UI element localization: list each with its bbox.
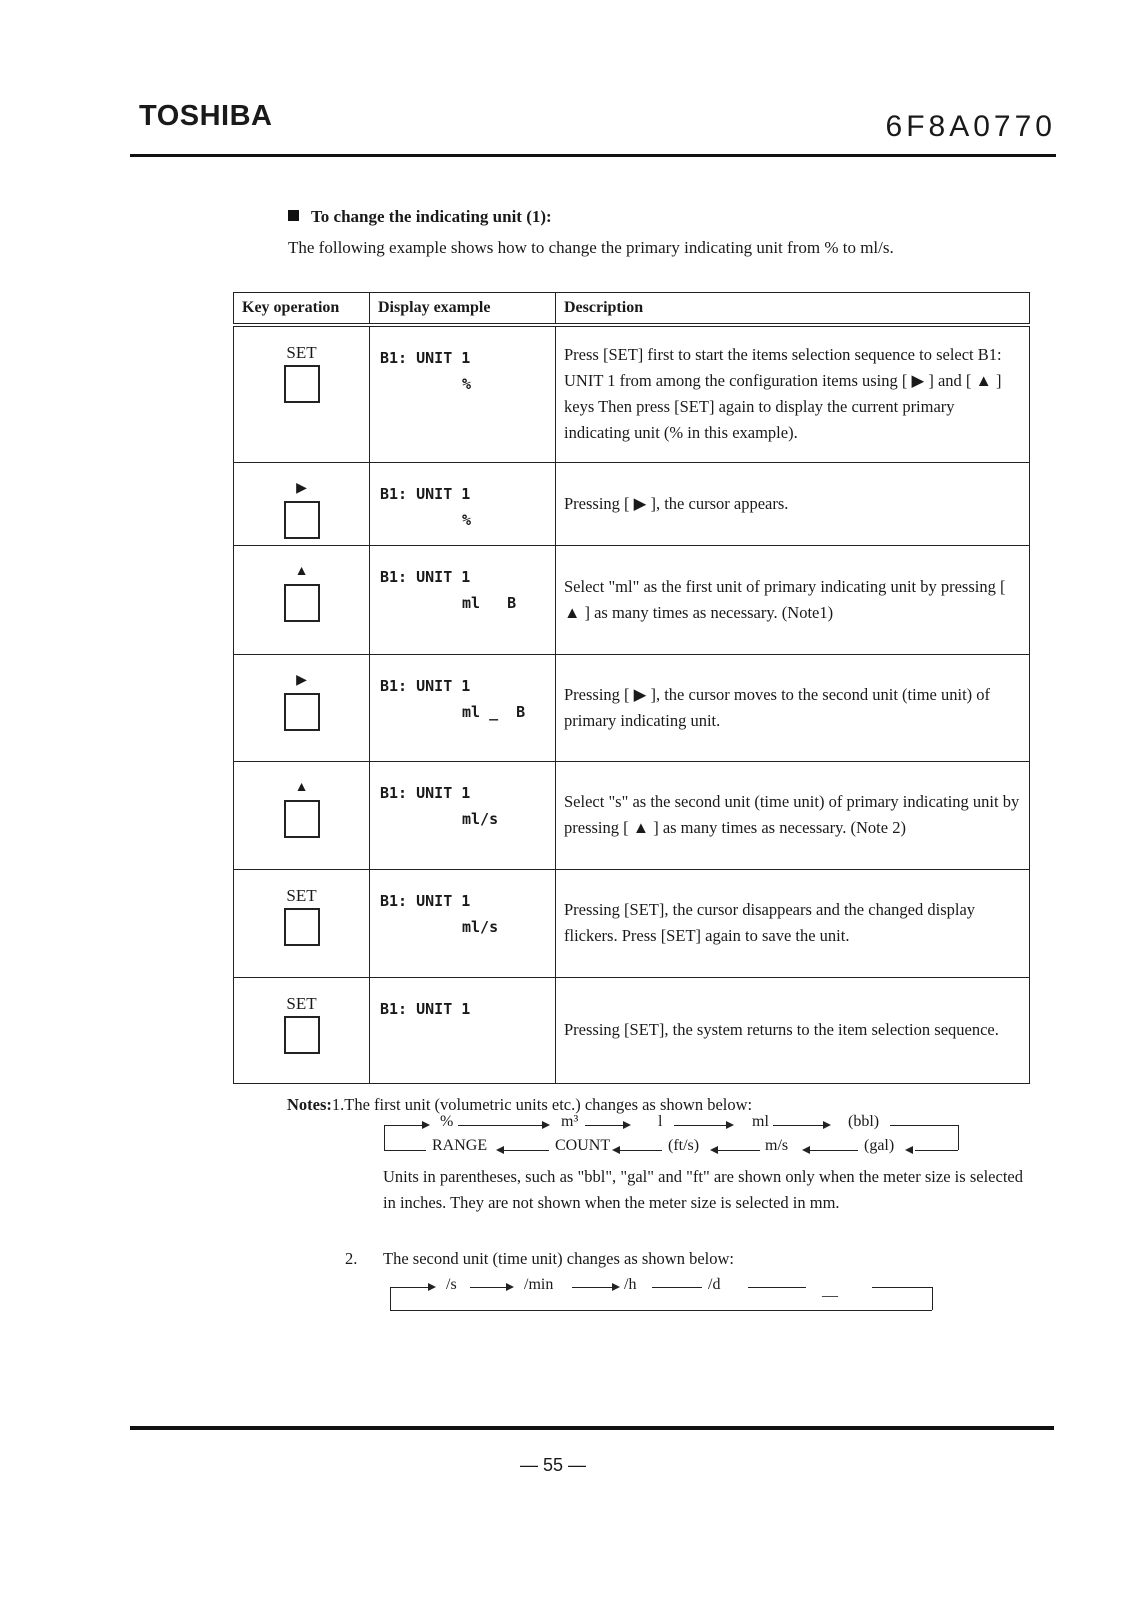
display-cell (370, 325, 556, 462)
column-header-key: Key operation (234, 293, 370, 326)
flow2-item: /s (446, 1276, 457, 1293)
key-cell (234, 869, 370, 977)
note-2-number: 2. (345, 1249, 358, 1268)
arrow-right-icon (506, 1283, 514, 1291)
arrow-right-icon (726, 1121, 734, 1129)
display-cell (370, 761, 556, 869)
key-button-icon (284, 908, 320, 946)
description-cell: Pressing [ ▶ ], the cursor appears. (556, 462, 1030, 545)
note-1 (287, 1092, 1047, 1118)
display-cell (370, 977, 556, 1083)
key-label: ▲ (294, 779, 309, 795)
flow1-connector (503, 1150, 549, 1151)
arrow-right-icon (542, 1121, 550, 1129)
page-number: — 55 — (520, 1455, 587, 1475)
key-operation-table (233, 292, 1030, 1084)
bullet-icon (288, 210, 299, 221)
display-line-1: B1: UNIT 1 (380, 891, 471, 910)
note-2-text: The second unit (time unit) changes as shown below: (383, 1249, 735, 1268)
arrow-right-icon (428, 1283, 436, 1291)
flow2-connector (470, 1287, 508, 1288)
arrow-right-icon (823, 1121, 831, 1129)
key-label: SET (286, 343, 317, 362)
display-line-1: B1: UNIT 1 (380, 349, 471, 367)
flow1-item: ml (752, 1113, 769, 1130)
column-header-description: Description (556, 293, 1030, 326)
flow2-connector (390, 1310, 932, 1311)
table-row (234, 761, 1030, 869)
display-cell (370, 654, 556, 761)
flow1-item: RANGE (432, 1137, 488, 1154)
brand-logo: TOSHIBA (139, 100, 273, 132)
note-1-extra: Units in parentheses, such as "bbl", "gal" and "ft" are shown only when the meter size is selected in inches. They are not shown when the meter size is selected in mm. (383, 1167, 1023, 1212)
flow1-connector (915, 1150, 958, 1151)
display-cell (370, 869, 556, 977)
table-row (234, 869, 1030, 977)
table-row (234, 462, 1030, 545)
display-line-2: ml B (462, 593, 517, 612)
key-cell (234, 545, 370, 654)
note-1-text: 1.The first unit (volumetric units etc.) changes as shown below: (331, 1095, 753, 1114)
arrow-left-icon (710, 1146, 718, 1154)
key-label: ▲ (294, 563, 309, 579)
flow1-connector (810, 1150, 858, 1151)
notes-label: Notes: (287, 1095, 332, 1114)
display-line-2: ml/s (462, 917, 499, 936)
flow1-item: (ft/s) (668, 1137, 700, 1154)
table-row (234, 654, 1030, 761)
notes-block (287, 1092, 1047, 1118)
key-cell (234, 462, 370, 545)
display-line-1: B1: UNIT 1 (380, 484, 471, 503)
display-line-2: % (462, 510, 472, 529)
flow2-connector (390, 1287, 430, 1288)
display-line-1: B1: UNIT 1 (380, 783, 471, 802)
flow1-item: (bbl) (848, 1113, 880, 1130)
key-label: SET (286, 885, 317, 905)
flow1-item: COUNT (555, 1137, 611, 1154)
section-intro: The following example shows how to change the primary indicating unit from % to ml/s. (288, 238, 894, 257)
flow2-connector (572, 1287, 614, 1288)
display-line-2: ml _ B (462, 702, 526, 721)
table-row (234, 325, 1030, 462)
flow1-connector (384, 1125, 385, 1150)
document-number: 6F8A0770 (885, 110, 1056, 143)
description-cell: Pressing [SET], the cursor disappears and the changed display flickers. Press [SET] again to save the unit. (556, 869, 1030, 977)
description-cell: Select "s" as the second unit (time unit) of primary indicating unit by pressing [ ▲ ] as many times as necessary. (Note 2) (556, 761, 1030, 869)
flow2-item: /d (708, 1276, 721, 1293)
display-line-2: ml/s (462, 809, 499, 828)
flow2-connector (652, 1287, 702, 1288)
header-rule (130, 154, 1056, 157)
key-cell (234, 325, 370, 462)
flow1-connector (620, 1150, 662, 1151)
flow1-connector (958, 1125, 959, 1150)
table-header-row (234, 293, 1030, 326)
flow2-connector (748, 1287, 806, 1288)
description-cell: Press [SET] first to start the items selection sequence to select B1: UNIT 1 from among the configuration items using [ ▶ ] and [ ▲ ] keys Then press [SET] again to display the current primary indicating unit (% in this example). (556, 325, 1030, 462)
flow1-connector (773, 1125, 825, 1126)
arrow-left-icon (905, 1146, 913, 1154)
arrow-right-icon (623, 1121, 631, 1129)
flow1-connector (384, 1125, 424, 1126)
arrow-left-icon (612, 1146, 620, 1154)
display-line-1: B1: UNIT 1 (380, 676, 471, 695)
key-label: ▶ (296, 672, 307, 688)
display-line-1: B1: UNIT 1 (380, 567, 471, 586)
key-label: SET (286, 993, 317, 1013)
flow1-item: m/s (765, 1137, 789, 1154)
flow1-item: (gal) (864, 1137, 895, 1154)
flow1-connector (384, 1150, 426, 1151)
key-button-icon (284, 501, 320, 539)
flow1-connector (890, 1125, 958, 1126)
key-button-icon (284, 584, 320, 622)
table-row (234, 977, 1030, 1083)
flow2-connector (390, 1287, 391, 1310)
key-label: ▶ (296, 480, 307, 496)
flow1-connector (718, 1150, 760, 1151)
flow1-item: m³ (561, 1113, 579, 1130)
section-heading-text: To change the indicating unit (1): (311, 207, 552, 226)
arrow-right-icon (612, 1283, 620, 1291)
key-button-icon (284, 693, 320, 731)
key-button-icon (284, 800, 320, 838)
key-button-icon (284, 1016, 320, 1054)
key-cell (234, 977, 370, 1083)
description-cell: Pressing [ ▶ ], the cursor moves to the second unit (time unit) of primary indicating unit. (556, 654, 1030, 761)
arrow-left-icon (496, 1146, 504, 1154)
flow2-item: /h (624, 1276, 637, 1293)
footer-rule (130, 1426, 1054, 1430)
arrow-right-icon (422, 1121, 430, 1129)
key-cell (234, 761, 370, 869)
display-line-1: B1: UNIT 1 (380, 999, 471, 1018)
display-cell (370, 545, 556, 654)
key-cell (234, 654, 370, 761)
display-line-2: % (462, 375, 472, 393)
flow2-item: __ (822, 1282, 838, 1299)
flow1-item: l (658, 1113, 663, 1130)
flow1-connector (458, 1125, 544, 1126)
description-cell: Pressing [SET], the system returns to the item selection sequence. (556, 977, 1030, 1083)
section-heading (288, 207, 552, 227)
flow1-connector (585, 1125, 625, 1126)
flow1-item: % (440, 1113, 454, 1130)
flow2-item: /min (524, 1276, 554, 1293)
key-button-icon (284, 365, 320, 403)
flow2-connector (932, 1287, 933, 1310)
table-row (234, 545, 1030, 654)
arrow-left-icon (802, 1146, 810, 1154)
display-cell (370, 462, 556, 545)
flow1-connector (674, 1125, 728, 1126)
description-cell: Select "ml" as the first unit of primary indicating unit by pressing [ ▲ ] as many times as necessary. (Note1) (556, 545, 1030, 654)
column-header-display: Display example (370, 293, 556, 326)
flow2-connector (872, 1287, 932, 1288)
